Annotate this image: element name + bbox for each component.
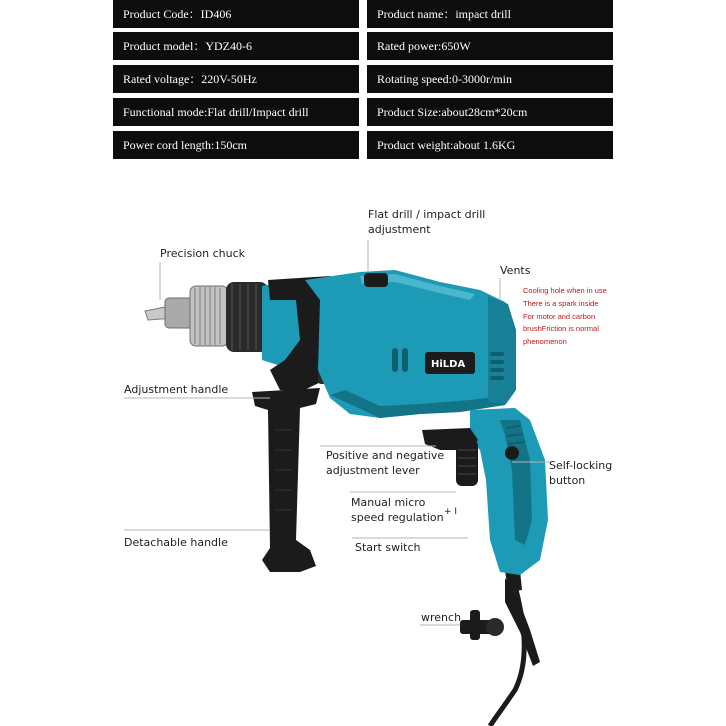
wrench-icon xyxy=(460,578,540,666)
label-start-switch: Start switch xyxy=(355,541,421,554)
spec-rated-power: Rated power:650W xyxy=(367,32,613,60)
label-wrench: wrench xyxy=(421,611,462,624)
label-reverse-lever: Positive and negative adjustment lever xyxy=(326,449,445,477)
label-adjustment-handle: Adjustment handle xyxy=(124,383,229,396)
spec-product-model: Product model：YDZ40-6 xyxy=(113,32,359,60)
spec-power-cord: Power cord length:150cm xyxy=(113,131,359,159)
label-micro-speed: Manual micro speed regulation xyxy=(351,496,444,524)
spec-product-size: Product Size:about28cm*20cm xyxy=(367,98,613,126)
chuck-icon xyxy=(145,282,268,352)
label-precision-chuck: Precision chuck xyxy=(160,247,245,260)
spec-rated-voltage: Rated voltage：220V-50Hz xyxy=(113,65,359,93)
self-locking-button xyxy=(505,446,519,460)
label-detachable-handle: Detachable handle xyxy=(124,536,228,549)
spec-product-weight: Product weight:about 1.6KG xyxy=(367,131,613,159)
brand-logo: HiLDA xyxy=(431,359,466,370)
micro-speed-symbol: + I xyxy=(444,507,458,517)
start-switch xyxy=(456,440,478,486)
spec-product-code: Product Code：ID406 xyxy=(113,0,359,28)
detachable-handle xyxy=(252,388,320,572)
label-vents: Vents xyxy=(500,264,531,277)
spec-product-name: Product name：impact drill xyxy=(367,0,613,28)
spec-rotating-speed: Rotating speed:0-3000r/min xyxy=(367,65,613,93)
label-self-locking-button: Self-locking button xyxy=(549,459,613,487)
mode-selector xyxy=(364,273,388,287)
label-flat-drill-adjustment: Flat drill / impact drill adjustment xyxy=(368,208,486,236)
spec-functional-mode: Functional mode:Flat drill/Impact drill xyxy=(113,98,359,126)
